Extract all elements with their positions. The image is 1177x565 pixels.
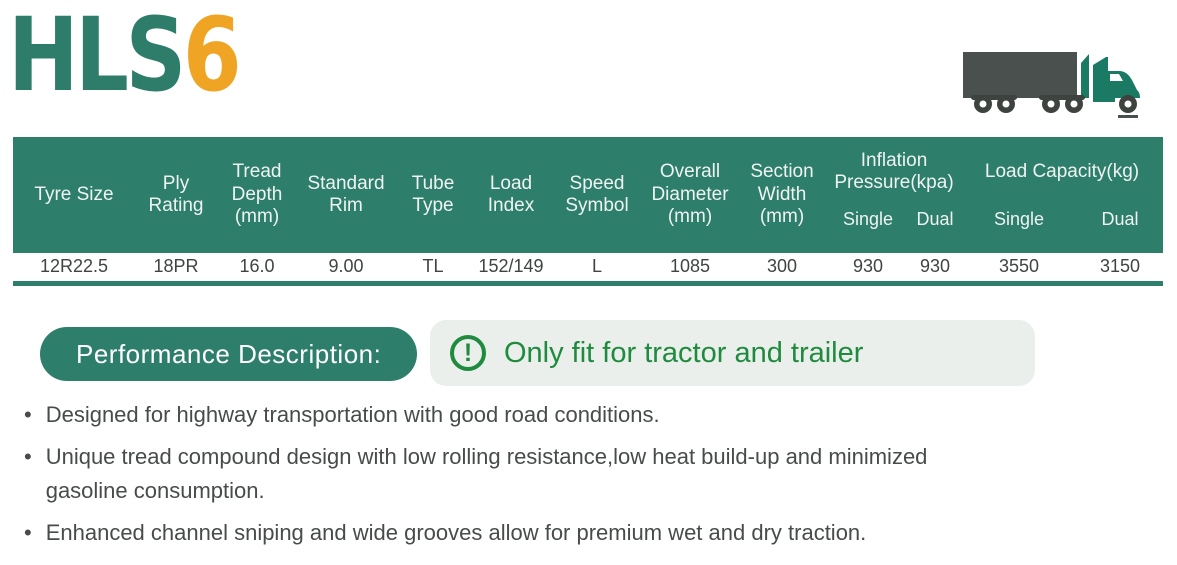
col-header-section-width: Section Width (mm) bbox=[737, 137, 827, 253]
cell-speed-symbol: L bbox=[551, 253, 643, 283]
col-header-inflation-dual: Dual bbox=[909, 207, 961, 253]
cell-overall-diameter: 1085 bbox=[643, 253, 737, 283]
col-header-capacity-single: Single bbox=[961, 207, 1077, 253]
cell-tread-depth: 16.0 bbox=[217, 253, 297, 283]
cell-standard-rim: 9.00 bbox=[297, 253, 395, 283]
brand-logo bbox=[8, 0, 239, 115]
cell-capacity-dual: 3150 bbox=[1077, 253, 1163, 283]
col-header-tread-depth: Tread Depth (mm) bbox=[217, 137, 297, 253]
cell-capacity-single: 3550 bbox=[961, 253, 1077, 283]
cell-inflation-single: 930 bbox=[827, 253, 909, 283]
performance-description-text: Performance Description: bbox=[76, 338, 382, 369]
feature-item bbox=[24, 398, 974, 432]
cell-tube-type: TL bbox=[395, 253, 471, 283]
bullet-icon: • bbox=[24, 444, 32, 470]
cell-section-width: 300 bbox=[737, 253, 827, 283]
feature-text: Enhanced channel sniping and wide grooves allow for premium wet and dry traction. bbox=[45, 520, 867, 546]
performance-description-label bbox=[40, 327, 417, 381]
fitment-notice-text: Only fit for tractor and trailer bbox=[504, 336, 864, 369]
feature-item bbox=[24, 440, 974, 508]
col-header-tyre-size: Tyre Size bbox=[13, 137, 135, 253]
col-header-inflation-single: Single bbox=[827, 207, 909, 253]
table-row bbox=[13, 253, 1163, 283]
truck-icon bbox=[963, 44, 1145, 118]
cell-inflation-dual: 930 bbox=[909, 253, 961, 283]
col-header-ply-rating: Ply Rating bbox=[135, 137, 217, 253]
cell-tyre-size: 12R22.5 bbox=[13, 253, 135, 283]
logo-text-primary: HLS bbox=[8, 0, 183, 115]
bullet-icon: • bbox=[24, 402, 32, 427]
fitment-notice-banner bbox=[430, 320, 1035, 386]
feature-item bbox=[24, 516, 974, 550]
feature-text: Designed for highway transportation with good road conditions. bbox=[45, 402, 660, 427]
bullet-icon: • bbox=[24, 520, 32, 546]
col-header-capacity-dual: Dual bbox=[1077, 207, 1163, 253]
cell-load-index: 152/149 bbox=[471, 253, 551, 283]
col-header-standard-rim: Standard Rim bbox=[297, 137, 395, 253]
col-header-load-index: Load Index bbox=[471, 137, 551, 253]
col-header-speed-symbol: Speed Symbol bbox=[551, 137, 643, 253]
tyre-spec-table bbox=[13, 137, 1163, 286]
logo-text-accent: 6 bbox=[182, 0, 239, 115]
col-header-tube-type: Tube Type bbox=[395, 137, 471, 253]
feature-text: Unique tread compound design with low rolling resistance,low heat build-up and minimized gasoline consumption. bbox=[45, 444, 928, 504]
col-header-load-capacity: Load Capacity(kg) bbox=[961, 137, 1163, 207]
feature-list bbox=[24, 398, 974, 558]
cell-ply-rating: 18PR bbox=[135, 253, 217, 283]
col-header-overall-diameter: Overall Diameter (mm) bbox=[643, 137, 737, 253]
alert-exclamation-icon: ! bbox=[450, 335, 486, 371]
col-header-inflation-pressure: Inflation Pressure(kpa) bbox=[827, 137, 961, 207]
